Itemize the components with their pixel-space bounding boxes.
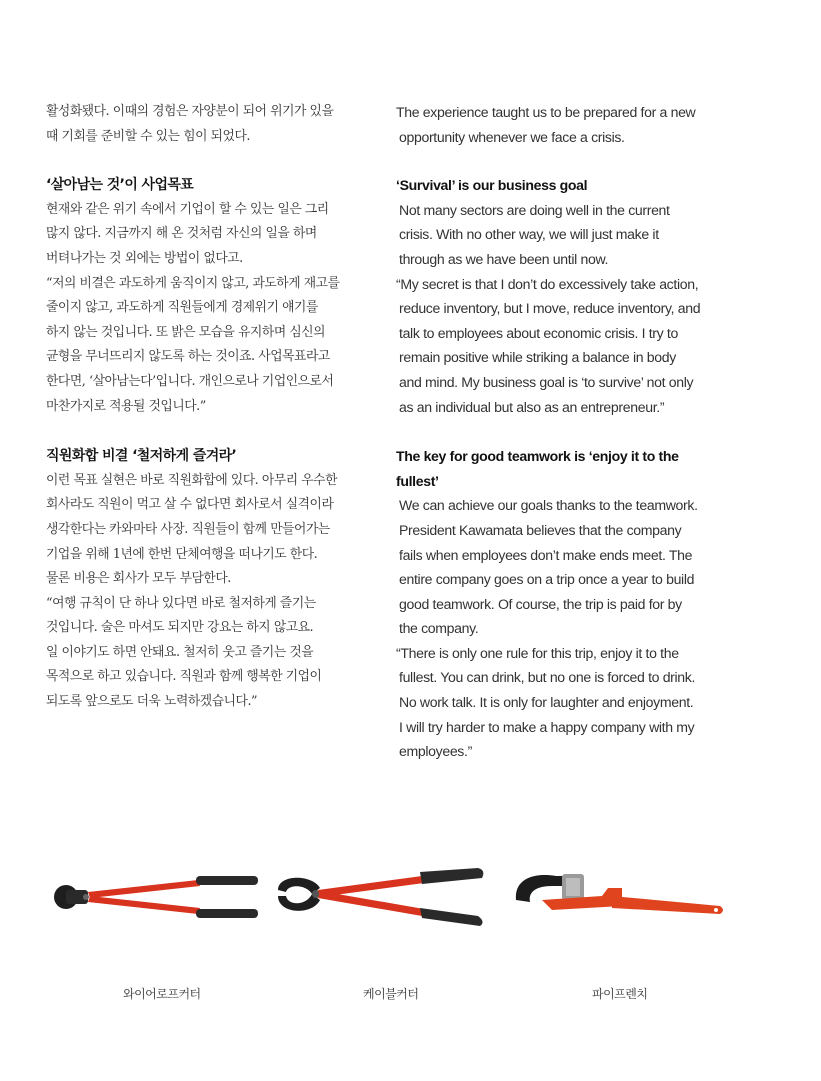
tool-caption: 케이블커터 [363,987,419,1001]
ko-intro-line: 때 기회를 준비할 수 있는 힘이 되었다. [46,128,251,144]
ko-section2-line: 것입니다. 술은 마셔도 되지만 강요는 하지 않고요. [46,620,314,636]
ko-section2-line: 물론 비용은 회사가 모두 부담한다. [46,571,231,587]
ko-section2-heading: 직원화합 비결 ‘철저하게 즐겨라’ [46,448,237,465]
en-section1-line: crisis. With no other way, we will just make it [399,226,659,243]
en-section1-line: talk to employees about economic crisis. I try to [399,324,678,341]
en-section1-line: through as we have been until now. [399,250,609,267]
en-section2-line: We can achieve our goals thanks to the teamwork. [399,497,698,514]
ko-section1-line: “저의 비결은 과도하게 움직이지 않고, 과도하게 재고를 [46,275,340,291]
en-intro-line: The experience taught us to be prepared for a new [396,104,696,120]
ko-section1-line: 많지 않다. 지금까지 해 온 것처럼 자신의 일을 하며 [46,226,317,242]
en-section2-line: fails when employees don’t make ends meet. The [399,546,693,563]
en-section1-heading: ‘Survival’ is our business goal [396,177,588,194]
tool-caption: 파이프렌치 [592,987,648,1001]
tools-row [0,850,821,950]
cable-cutter-icon [272,864,490,934]
ko-section1-line: 한다면, ‘살아남는다’입니다. 개인으로나 기업인으로서 [46,373,334,389]
en-section1-line: reduce inventory, but I move, reduce inventory, and [399,300,701,317]
ko-section2-line: 이런 목표 실현은 바로 직원화합에 있다. 아무리 우수한 [46,472,338,488]
en-section2-line: the company. [399,620,479,637]
ko-intro-line: 활성화됐다. 이때의 경험은 자양분이 되어 위기가 있을 [46,104,334,119]
en-section1-line: Not many sectors are doing well in the current [399,201,670,218]
en-section2-line: President Kawamata believes that the company [399,521,682,538]
tool-caption: 와이어로프커터 [123,987,201,1001]
en-section1-line: “My secret is that I don’t do excessively take action, [396,275,699,292]
ko-section2-line: 생각한다는 카와마타 사장. 직원들이 함께 만들어가는 [46,521,330,537]
en-section2-line: fullest. You can drink, but no one is forced to drink. [399,669,696,686]
ko-section2-line: “여행 규칙이 단 하나 있다면 바로 철저하게 즐기는 [46,595,316,611]
ko-section1-line: 줄이지 않고, 과도하게 직원들에게 경제위기 얘기를 [46,300,318,316]
ko-section1-line: 버텨나가는 것 외에는 방법이 없다고. [46,250,243,266]
english-column [396,100,736,764]
en-section2-line: good teamwork. Of course, the trip is paid for by [399,595,682,612]
ko-section1-line: 하지 않는 것입니다. 또 밝은 모습을 유지하며 심신의 [46,324,326,340]
en-section2-heading: The key for good teamwork is ‘enjoy it to the [396,448,679,465]
en-section2-heading: fullest’ [396,472,439,489]
ko-section1-line: 현재와 같은 위기 속에서 기업이 할 수 있는 일은 그리 [46,201,329,217]
ko-section2-line: 일 이야기도 하면 안돼요. 철저히 웃고 즐기는 것을 [46,644,314,660]
wire-rope-cutter-icon [48,870,263,930]
ko-section2-line: 기업을 위해 1년에 한번 단체여행을 떠나기도 한다. [46,546,318,562]
en-intro-line: opportunity whenever we face a crisis. [399,128,625,145]
en-section2-line: No work talk. It is only for laughter and enjoyment. [399,694,694,711]
en-section2-line: entire company goes on a trip once a year to build [399,571,695,588]
korean-column [46,100,376,715]
ko-section1-heading: ‘살아남는 것’이 사업목표 [46,177,194,194]
en-section1-line: as an individual but also as an entrepreneur.” [399,398,665,415]
en-section2-line: employees.” [399,743,472,760]
ko-section2-line: 되도록 앞으로도 더욱 노력하겠습니다.” [46,694,258,710]
ko-section2-line: 회사라도 직원이 먹고 살 수 없다면 회사로서 실격이라 [46,497,334,513]
ko-section1-line: 마찬가지로 적용될 것입니다.” [46,398,206,414]
ko-section1-line: 균형을 무너뜨리지 않도록 하는 것이죠. 사업목표라고 [46,349,330,365]
pipe-wrench-icon [512,866,727,926]
en-section2-line: “There is only one rule for this trip, enjoy it to the [396,644,679,661]
en-section1-line: and mind. My business goal is ‘to survive’ not only [399,373,694,390]
en-section1-line: remain positive while striking a balance in body [399,349,676,366]
en-section2-line: I will try harder to make a happy company with my [399,718,695,735]
ko-section2-line: 목적으로 하고 있습니다. 직원과 함께 행복한 기업이 [46,669,322,685]
